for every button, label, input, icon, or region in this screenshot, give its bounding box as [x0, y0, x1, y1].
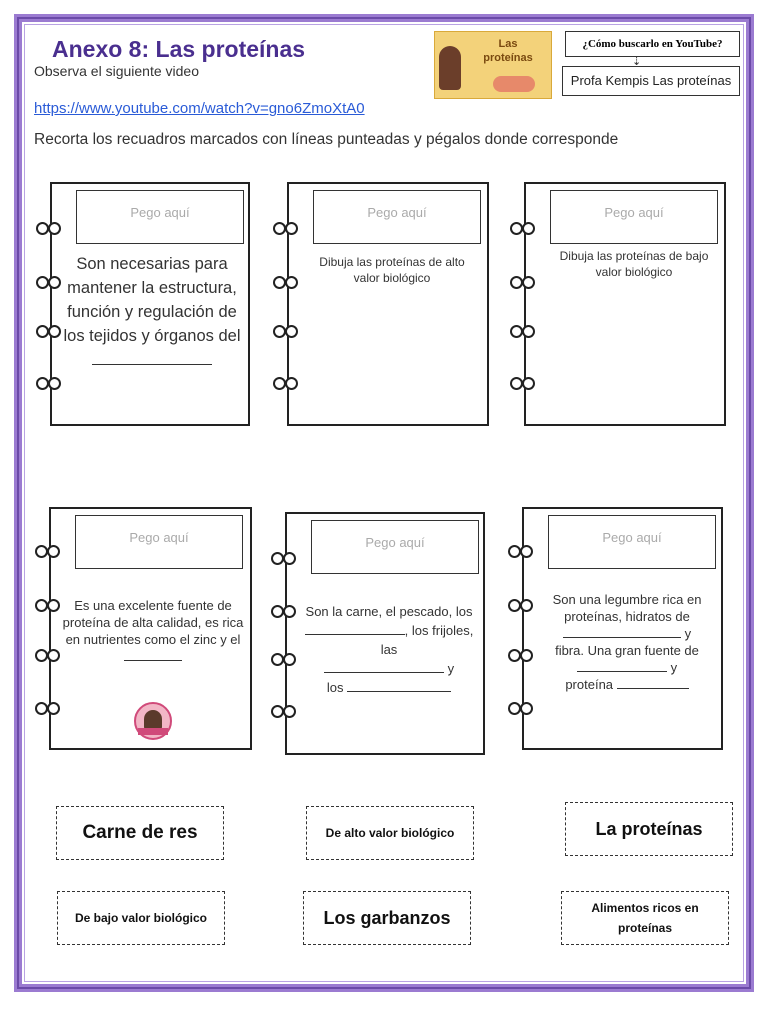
arrow-down-icon: ⇣: [632, 56, 642, 68]
notebook-card-5: [285, 512, 485, 755]
cutout-label-alto-valor[interactable]: De alto valor biológico: [306, 806, 474, 860]
paste-area[interactable]: Pego aquí: [550, 190, 718, 244]
binder-ring-icon: [273, 377, 303, 391]
binder-ring-icon: [271, 552, 301, 566]
paste-area[interactable]: Pego aquí: [548, 515, 716, 569]
answer-blank[interactable]: [324, 660, 444, 673]
binder-ring-icon: [36, 377, 66, 391]
instructions: Recorta los recuadros marcados con líneas punteadas y pégalos donde corresponde: [34, 131, 619, 148]
binder-ring-icon: [35, 599, 65, 613]
binder-ring-icon: [273, 222, 303, 236]
page-subtitle: Observa el siguiente video: [34, 63, 199, 79]
binder-ring-icon: [36, 222, 66, 236]
binder-ring-icon: [271, 605, 301, 619]
paste-area[interactable]: Pego aquí: [75, 515, 243, 569]
notebook-card-2: [287, 182, 489, 426]
binder-ring-icon: [35, 649, 65, 663]
cutout-label-alimentos-ricos[interactable]: Alimentos ricos en proteínas: [561, 891, 729, 945]
binder-ring-icon: [510, 276, 540, 290]
answer-blank[interactable]: [305, 622, 405, 635]
youtube-question: ¿Cómo buscarlo en YouTube?: [565, 31, 740, 57]
binder-ring-icon: [273, 276, 303, 290]
card-text: Dibuja las proteínas de bajo valor biológico: [559, 249, 709, 279]
binder-ring-icon: [35, 702, 65, 716]
card-text: Dibuja las proteínas de alto valor biológico: [319, 255, 465, 285]
teacher-figure: [439, 46, 461, 90]
thumbnail-title: Las proteínas: [483, 38, 533, 64]
answer-blank[interactable]: [577, 659, 667, 672]
binder-ring-icon: [508, 649, 538, 663]
teacher-avatar: [134, 702, 172, 740]
food-plate-image: [493, 76, 535, 92]
notebook-card-1: [50, 182, 250, 426]
paste-area[interactable]: Pego aquí: [313, 190, 481, 244]
binder-ring-icon: [510, 222, 540, 236]
binder-ring-icon: [508, 599, 538, 613]
cutout-label-bajo-valor[interactable]: De bajo valor biológico: [57, 891, 225, 945]
cutout-label-los-garbanzos[interactable]: Los garbanzos: [303, 891, 471, 945]
answer-blank[interactable]: [92, 348, 212, 365]
answer-blank[interactable]: [563, 625, 681, 638]
video-link[interactable]: https://www.youtube.com/watch?v=gno6ZmoXtA0: [34, 100, 365, 117]
notebook-card-3: [524, 182, 726, 426]
youtube-search-text: Profa Kempis Las proteínas: [562, 66, 740, 96]
answer-blank[interactable]: [347, 679, 451, 692]
binder-ring-icon: [510, 377, 540, 391]
card-text: Es una excelente fuente de proteína de alta calidad, es rica en nutrientes como el zinc y el: [61, 597, 245, 665]
paste-area[interactable]: Pego aquí: [76, 190, 244, 244]
cutout-label-la-proteinas[interactable]: La proteínas: [565, 802, 733, 856]
card-text: Son necesarias para mantener la estructura, función y regulación de los tejidos y órganos del: [60, 252, 244, 372]
binder-ring-icon: [271, 705, 301, 719]
binder-ring-icon: [510, 325, 540, 339]
binder-ring-icon: [36, 325, 66, 339]
card-text: Son la carne, el pescado, los , los frijoles, las y los: [305, 604, 474, 695]
card-text: Son una legumbre rica en proteínas, hidratos de y fibra. Una gran fuente de y proteína: [552, 592, 702, 692]
binder-ring-icon: [273, 325, 303, 339]
answer-blank[interactable]: [617, 676, 689, 689]
binder-ring-icon: [508, 702, 538, 716]
notebook-card-6: [522, 507, 723, 750]
binder-ring-icon: [36, 276, 66, 290]
page-title: Anexo 8: Las proteínas: [52, 36, 306, 62]
video-thumbnail[interactable]: [434, 31, 552, 99]
binder-ring-icon: [35, 545, 65, 559]
binder-ring-icon: [508, 545, 538, 559]
paste-area[interactable]: Pego aquí: [311, 520, 479, 574]
cutout-label-carne-de-res[interactable]: Carne de res: [56, 806, 224, 860]
binder-ring-icon: [271, 653, 301, 667]
answer-blank[interactable]: [124, 648, 182, 661]
